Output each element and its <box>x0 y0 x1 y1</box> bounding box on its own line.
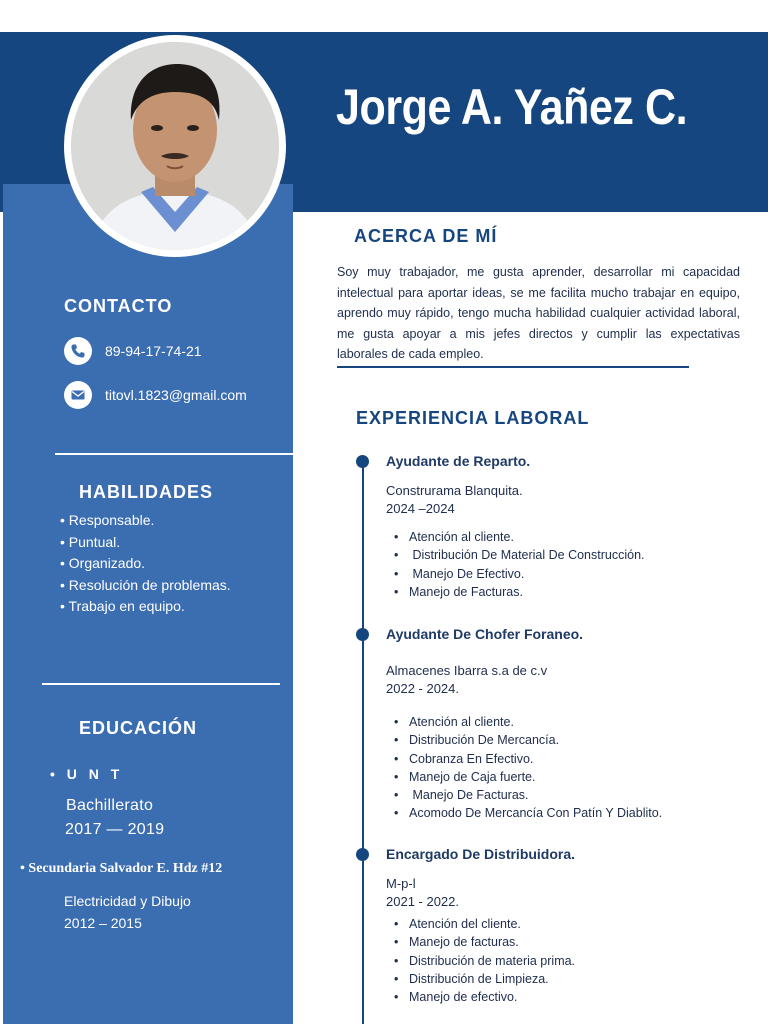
duty-item: • Atención del cliente. <box>394 915 575 933</box>
experience-heading: EXPERIENCIA LABORAL <box>356 408 590 428</box>
duty-item: • Distribución De Mercancía. <box>394 731 662 749</box>
skill-item: • Trabajo en equipo. <box>60 598 185 614</box>
duty-item: • Manejo de facturas. <box>394 933 575 951</box>
duty-item: • Manejo de Facturas. <box>394 583 645 601</box>
job-title: Encargado De Distribuidora. <box>386 846 576 862</box>
contact-email-row <box>64 381 247 409</box>
candidate-name: Jorge A. Yañez C. <box>336 79 688 135</box>
education-details-2 <box>64 890 191 934</box>
duty-item: • Distribución de Limpieza. <box>394 970 575 988</box>
skill-item: • Organizado. <box>60 555 146 571</box>
sidebar-divider-1 <box>55 453 293 455</box>
job-duties <box>394 713 662 823</box>
education-heading: EDUCACIÓN <box>79 718 198 738</box>
duty-item: • Cobranza En Efectivo. <box>394 750 662 768</box>
timeline-dot <box>356 628 369 641</box>
skills-list <box>60 510 231 618</box>
skill-item: • Responsable. <box>60 512 155 528</box>
duty-item: • Distribución De Material De Construcción. <box>394 546 645 564</box>
phone-icon <box>64 337 92 365</box>
education-years-1: 2017 — 2019 <box>65 821 165 838</box>
job-duties <box>394 528 645 601</box>
job-meta <box>386 662 547 698</box>
timeline-dot <box>356 455 369 468</box>
email-address: titovl.1823@gmail.com <box>105 387 247 403</box>
timeline-dot <box>356 848 369 861</box>
education-field-2: Electricidad y Dibujo <box>64 893 191 909</box>
education-school-2: • Secundaria Salvador E. Hdz #12 <box>20 861 223 876</box>
avatar <box>71 42 279 250</box>
contact-heading: CONTACTO <box>64 296 173 316</box>
job-title: Ayudante de Reparto. <box>386 453 531 469</box>
education-school-1: • U N T <box>50 766 124 782</box>
person-portrait <box>71 42 279 250</box>
job-years: 2022 - 2024. <box>386 681 460 696</box>
job-company: M-p-l <box>386 876 416 891</box>
job-company: Almacenes Ibarra s.a de c.v <box>386 663 548 678</box>
job-years: 2021 - 2022. <box>386 894 460 909</box>
phone-number: 89-94-17-74-21 <box>105 343 202 359</box>
duty-item: • Distribución de materia prima. <box>394 952 575 970</box>
duty-item: • Atención al cliente. <box>394 713 662 731</box>
duty-item: • Manejo de Caja fuerte. <box>394 768 662 786</box>
duty-item: • Manejo De Facturas. <box>394 786 662 804</box>
duty-item: • Manejo de efectivo. <box>394 988 575 1006</box>
duty-item: • Acomodo De Mercancía Con Patín Y Diablito. <box>394 804 662 822</box>
job-meta <box>386 875 459 911</box>
timeline-line <box>362 462 364 1024</box>
skill-item: • Resolución de problemas. <box>60 576 231 593</box>
contact-phone-row <box>64 337 202 365</box>
job-years: 2024 –2024 <box>386 501 455 516</box>
skills-heading: HABILIDADES <box>79 482 214 502</box>
about-heading: ACERCA DE MÍ <box>354 226 498 246</box>
mail-icon <box>64 381 92 409</box>
duty-item: • Manejo De Efectivo. <box>394 565 645 583</box>
about-divider <box>337 366 689 368</box>
profile-photo <box>64 35 286 257</box>
about-text: Soy muy trabajador, me gusta aprender, desarrollar mi capacidad intelectual para aportar ideas, se me facilita mucho trabajar en equipo, aprendo muy rápido, tengo mucha habilidad cualquier actividad laboral, me gusta apoyar a mis jefes directos y cumplir las expectativas laborales de cada empleo. <box>337 265 740 361</box>
job-title: Ayudante De Chofer Foraneo. <box>386 626 584 642</box>
education-years-2: 2012 – 2015 <box>64 915 142 931</box>
duty-item: • Atención al cliente. <box>394 528 645 546</box>
education-degree-1: Bachillerato <box>66 797 154 814</box>
job-company: Construrama Blanquita. <box>386 483 523 498</box>
sidebar-divider-2 <box>42 683 280 685</box>
job-meta <box>386 482 523 518</box>
job-duties <box>394 915 575 1006</box>
skill-item: • Puntual. <box>60 533 121 550</box>
